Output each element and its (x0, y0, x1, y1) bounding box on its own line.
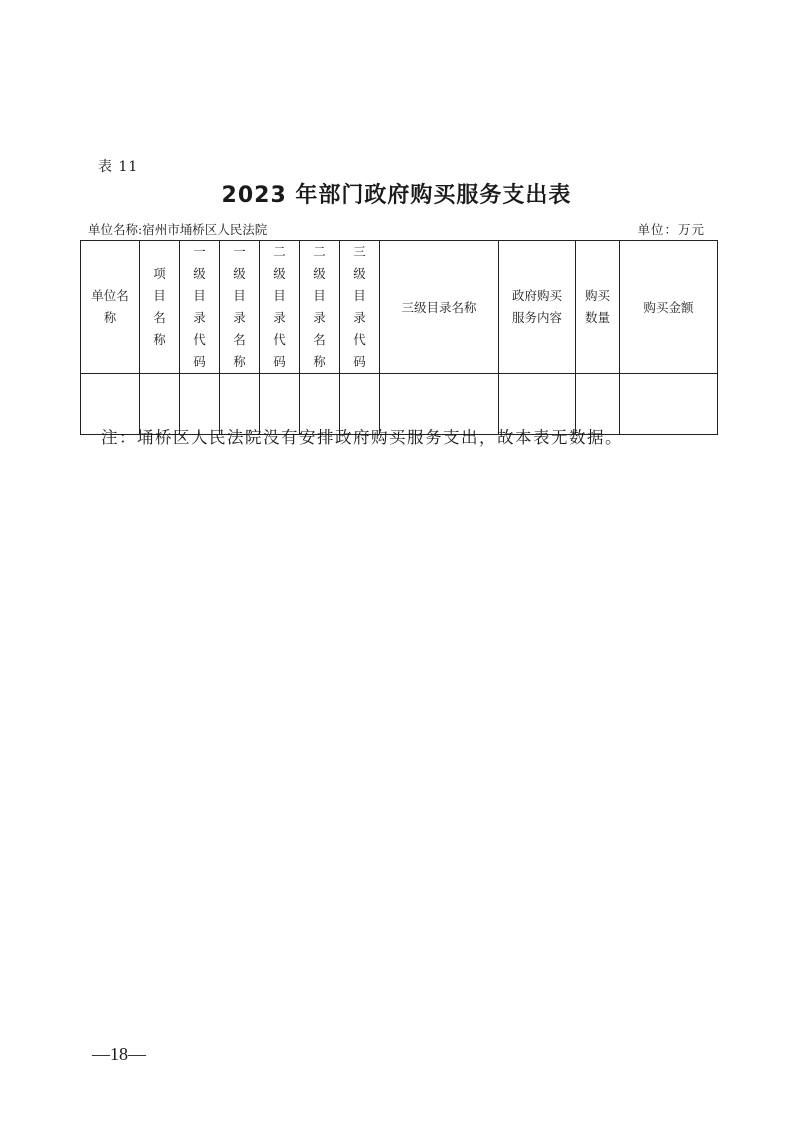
unit-name: 单位名称:宿州市埇桥区人民法院 (88, 222, 268, 237)
header-project-name: 项目名称 (140, 241, 180, 374)
header-row (81, 241, 718, 374)
footnote: 注：埇桥区人民法院没有安排政府购买服务支出，故本表无数据。 (101, 428, 623, 447)
header-level1-name: 一级目录名称 (220, 241, 260, 374)
header-unit-name: 单位名称 (81, 241, 140, 374)
header-level3-name: 三级目录名称 (380, 241, 499, 374)
header-quantity: 购买数量 (576, 241, 620, 374)
unit-label: 单位：万元 (637, 222, 705, 237)
header-level3-code: 三级目录代码 (340, 241, 380, 374)
purchase-services-table (80, 240, 718, 435)
header-amount: 购买金额 (620, 241, 718, 374)
table-label: 表 11 (98, 159, 139, 175)
header-level2-code: 二级目录代码 (260, 241, 300, 374)
header-level2-name: 二级目录名称 (300, 241, 340, 374)
header-service-content: 政府购买服务内容 (499, 241, 576, 374)
table-cell (620, 374, 718, 435)
header-level1-code: 一级目录代码 (180, 241, 220, 374)
page-number: —18— (92, 1044, 146, 1064)
page-title: 2023 年部门政府购买服务支出表 (221, 183, 572, 208)
